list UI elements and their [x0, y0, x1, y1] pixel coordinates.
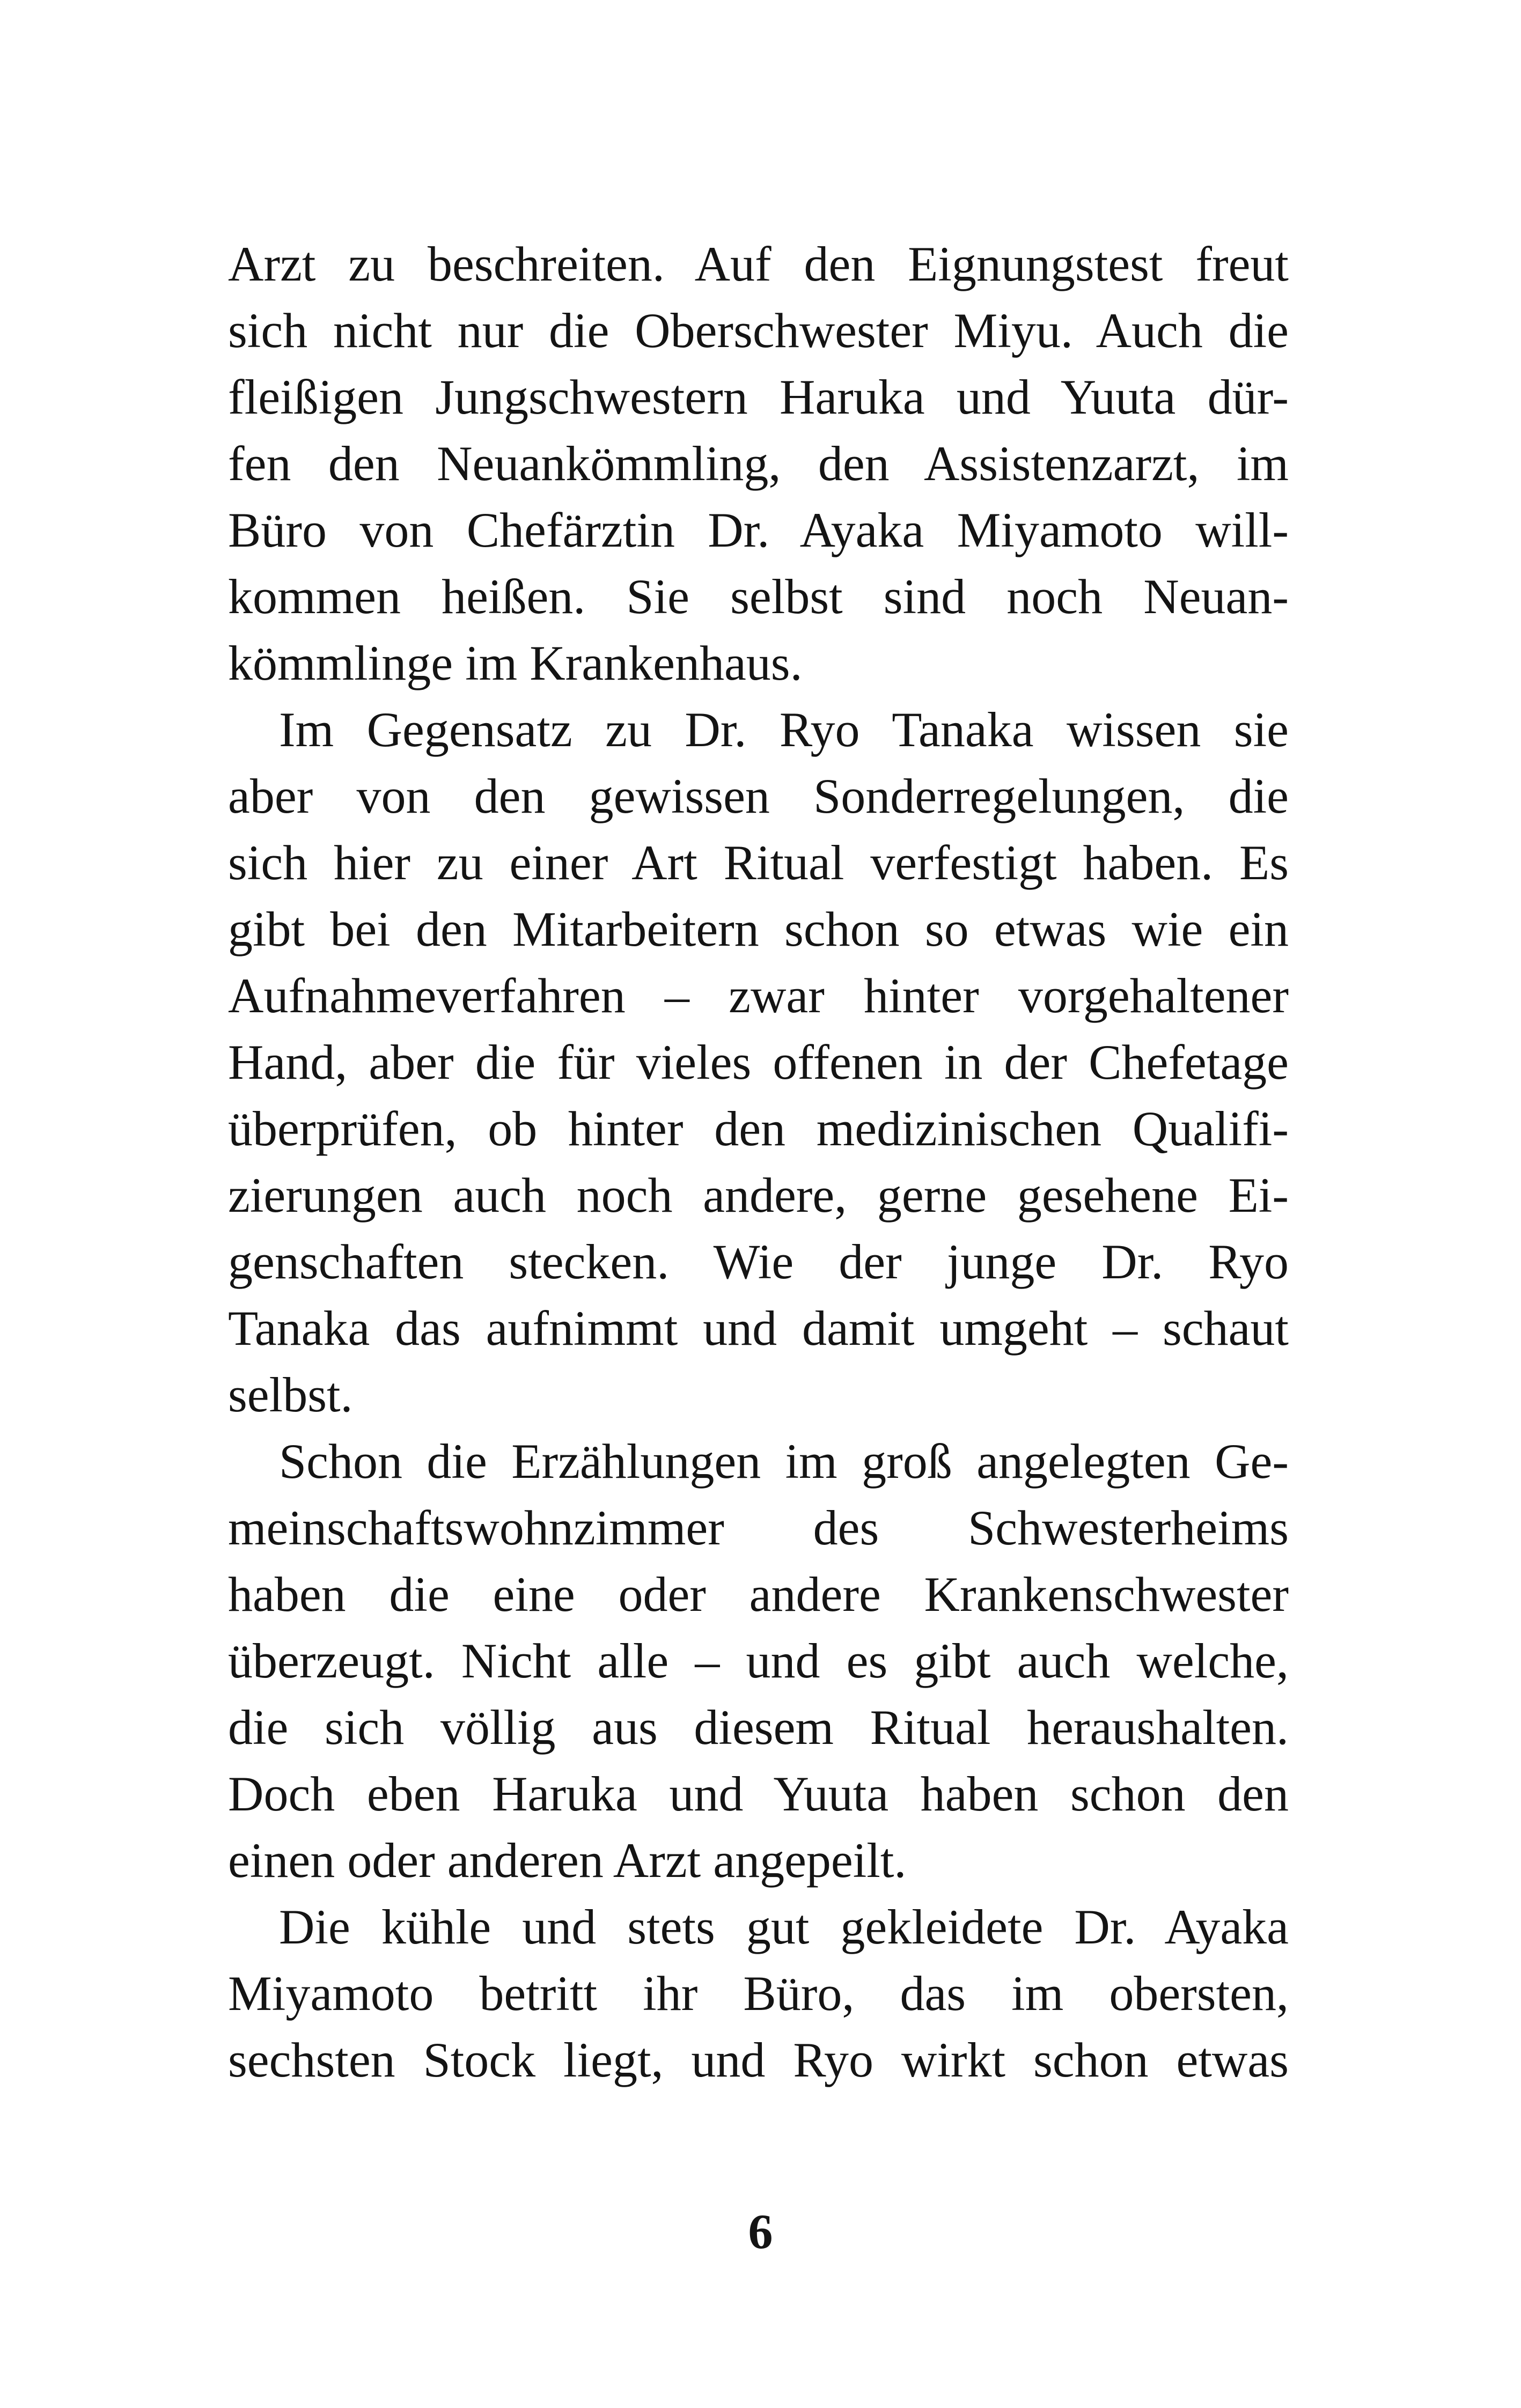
text-line: einen oder anderen Arzt angepeilt.	[228, 1833, 907, 1888]
text-line: zierungen auch noch andere, gerne gesehene Ei-	[228, 1168, 1289, 1223]
text-line: überzeugt. Nicht alle – und es gibt auch welche,	[228, 1633, 1289, 1688]
text-line: Doch eben Haruka und Yuuta haben schon den	[228, 1766, 1289, 1821]
text-line: Büro von Chefärztin Dr. Ayaka Miyamoto will-	[228, 503, 1289, 557]
text-line: haben die eine oder andere Krankenschwester	[228, 1567, 1289, 1622]
text-line: meinschaftswohnzimmer des Schwesterheims	[228, 1500, 1289, 1555]
page-number: 6	[748, 2204, 773, 2259]
text-line: sechsten Stock liegt, und Ryo wirkt schon etwas	[228, 2033, 1289, 2087]
text-line: sich hier zu einer Art Ritual verfestigt haben. Es	[228, 835, 1289, 890]
paragraph	[228, 1894, 1289, 2093]
text-line: kömmlinge im Krankenhaus.	[228, 636, 803, 690]
text-line: Im Gegensatz zu Dr. Ryo Tanaka wissen sie	[279, 702, 1289, 757]
text-line: kommen heißen. Sie selbst sind noch Neuan-	[228, 569, 1289, 624]
text-line: genschaften stecken. Wie der junge Dr. Ryo	[228, 1234, 1289, 1289]
text-line: selbst.	[228, 1367, 353, 1422]
paragraph	[228, 231, 1289, 696]
text-line: sich nicht nur die Oberschwester Miyu. Auch die	[228, 303, 1289, 358]
paragraph	[228, 696, 1289, 1428]
text-line: Schon die Erzählungen im groß angelegten Ge-	[279, 1434, 1289, 1489]
text-line: fleißigen Jungschwestern Haruka und Yuuta dür-	[228, 370, 1289, 424]
text-line: aber von den gewissen Sonderregelungen, die	[228, 769, 1289, 823]
text-line: Miyamoto betritt ihr Büro, das im obersten,	[228, 1966, 1289, 2021]
text-line: Die kühle und stets gut gekleidete Dr. Ayaka	[279, 1899, 1289, 1954]
text-line: überprüfen, ob hinter den medizinischen Qualifi-	[228, 1101, 1289, 1156]
text-line: gibt bei den Mitarbeitern schon so etwas wie ein	[228, 902, 1289, 956]
text-line: Tanaka das aufnimmt und damit umgeht – schaut	[228, 1301, 1289, 1356]
text-line: Aufnahmeverfahren – zwar hinter vorgehaltener	[228, 968, 1289, 1023]
text-line: fen den Neuankömmling, den Assistenzarzt, im	[228, 436, 1289, 491]
paragraph	[228, 1428, 1289, 1894]
text-line: Hand, aber die für vieles offenen in der Chefetage	[228, 1035, 1289, 1089]
body-text	[228, 231, 1289, 2093]
text-line: die sich völlig aus diesem Ritual heraushalten.	[228, 1700, 1289, 1755]
text-line: Arzt zu beschreiten. Auf den Eignungstest freut	[228, 237, 1289, 291]
